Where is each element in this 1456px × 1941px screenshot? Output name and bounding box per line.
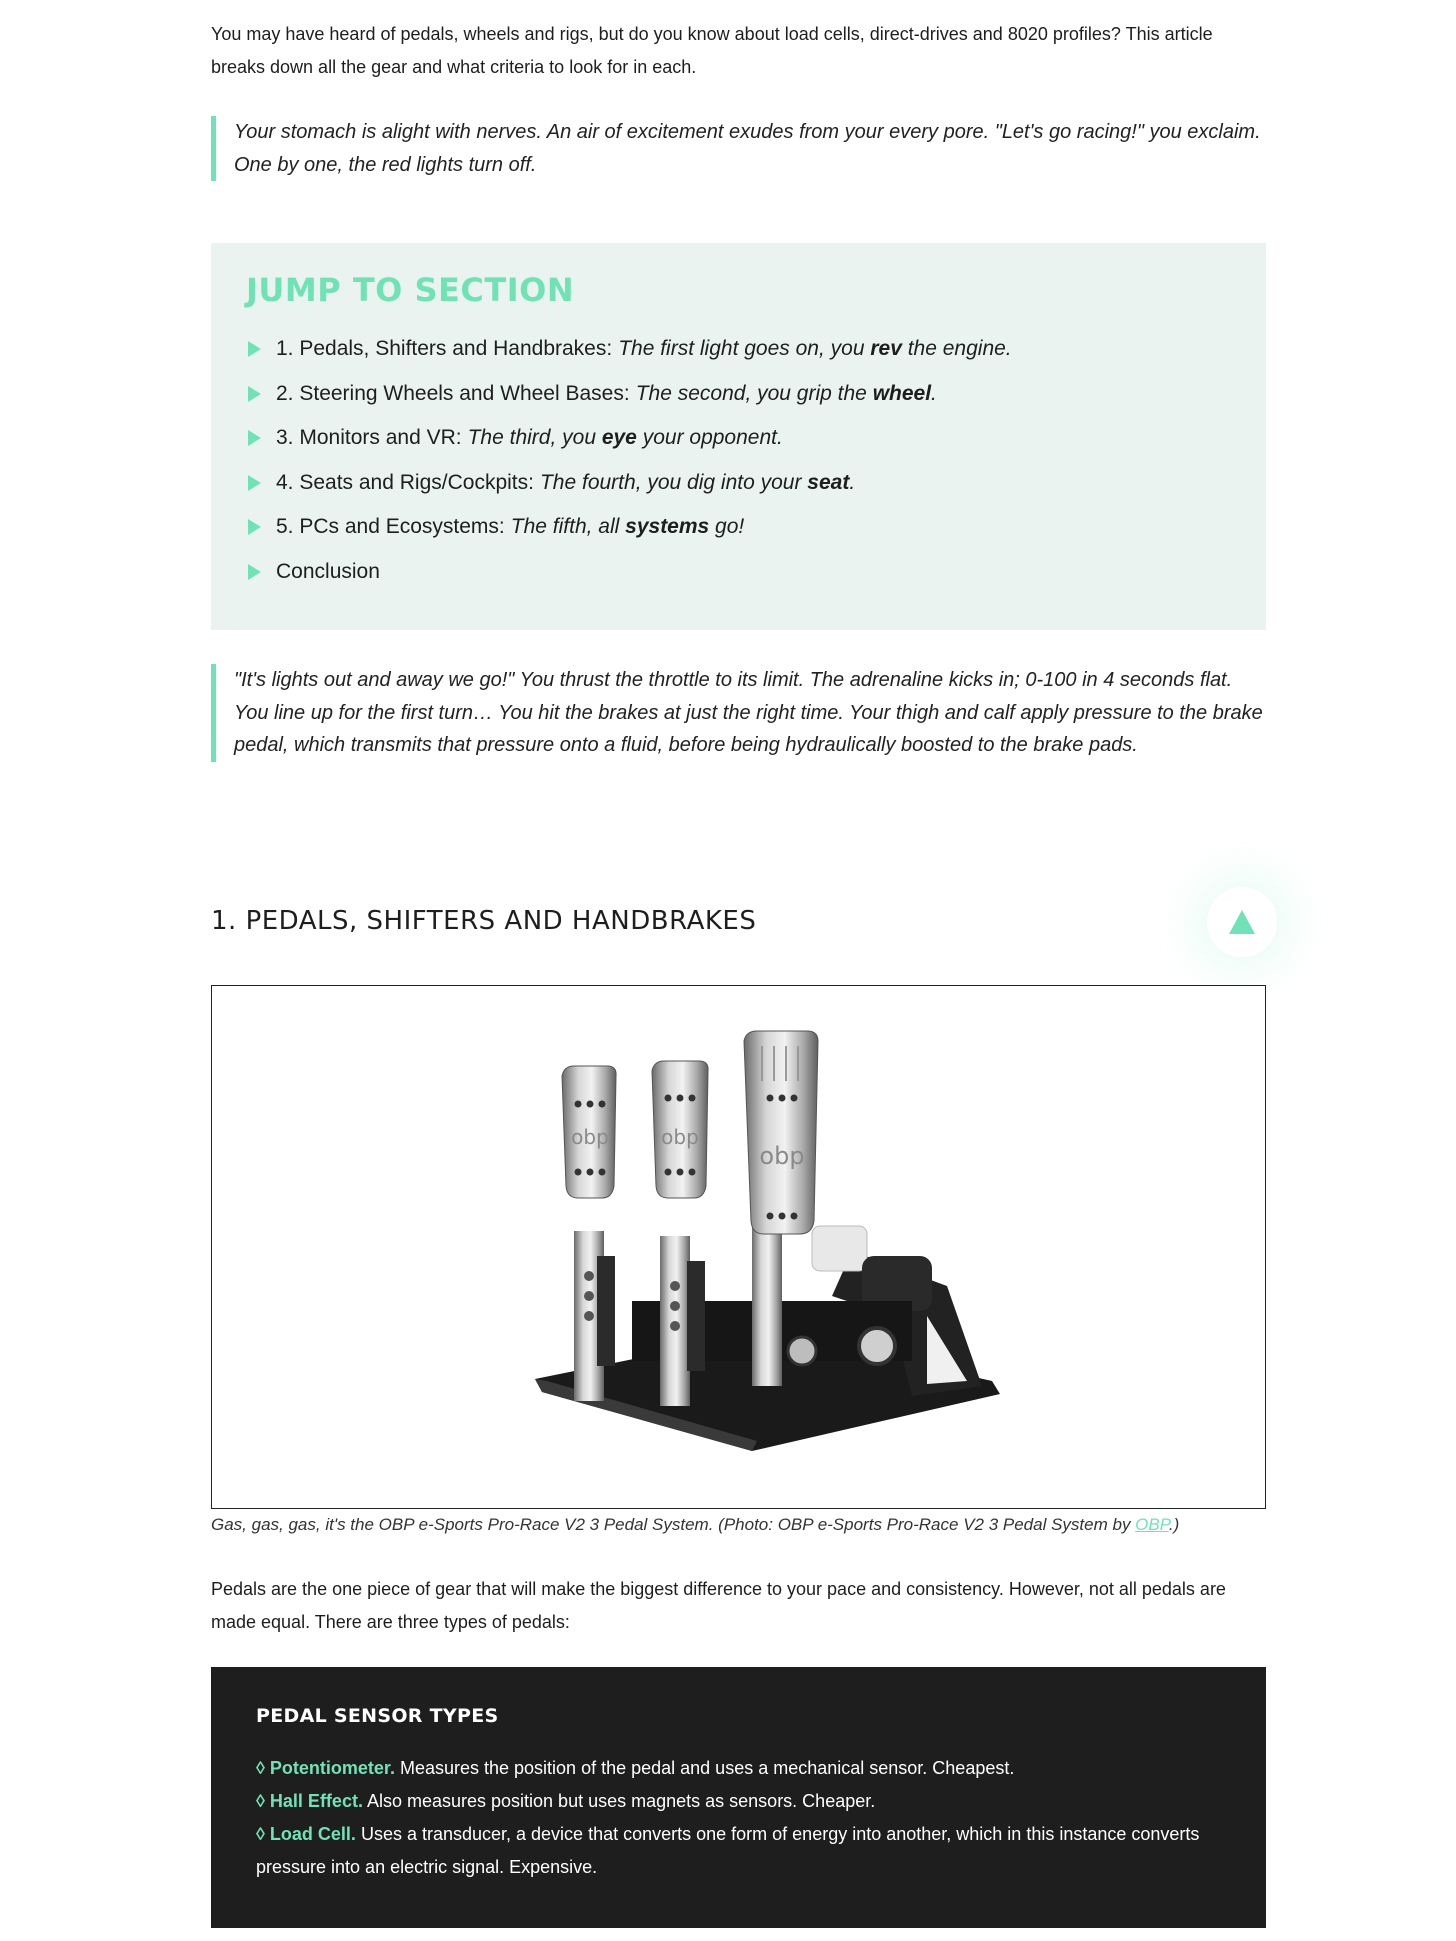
jump-link-seats[interactable] xyxy=(246,461,1231,506)
triangle-bullet-icon xyxy=(248,519,261,535)
jump-to-section-box xyxy=(211,243,1266,630)
up-arrow-icon xyxy=(1229,910,1255,934)
race-start-quote: "It's lights out and away we go!" You thrust the throttle to its limit. The adrenaline kicks in; 0-100 in 4 seconds flat. You line up for the first turn… You hit the brakes at just the right time. Your thigh and calf apply pressure to the brake pedal, which transmits that pressure onto a fluid, before being hydraulically boosted to the brake pads. xyxy=(211,664,1271,762)
sensor-box-title: PEDAL SENSOR TYPES xyxy=(256,1705,499,1727)
jump-link-label: 2. Steering Wheels and Wheel Bases: xyxy=(276,381,630,405)
obp-link[interactable]: OBP xyxy=(1135,1515,1169,1534)
jump-link-label: 5. PCs and Ecosystems: xyxy=(276,515,505,538)
sensor-item-hall-effect: ◊ Hall Effect. Also measures position but uses magnets as sensors. Cheaper. xyxy=(256,1791,876,1811)
triangle-bullet-icon xyxy=(248,564,261,580)
jump-link-tagline: The fifth, all systems go! xyxy=(510,515,745,538)
jump-link-conclusion[interactable] xyxy=(246,550,1231,595)
jump-link-label: 3. Monitors and VR: xyxy=(276,426,462,449)
pedal-set-image xyxy=(212,986,1264,1507)
jump-link-monitors[interactable] xyxy=(246,416,1231,461)
pedal-logo-text: obp xyxy=(571,1125,609,1149)
jump-link-steering-wheels[interactable] xyxy=(246,372,1231,417)
jump-link-tagline: The fourth, you dig into your seat. xyxy=(539,470,856,494)
jump-link-label: 1. Pedals, Shifters and Handbrakes: xyxy=(276,337,613,360)
pedal-image-frame xyxy=(211,985,1266,1509)
intro-quote: Your stomach is alight with nerves. An air of excitement exudes from your every pore. "Let's go racing!" you exclaim. One by one, the red lights turn off. xyxy=(211,116,1271,181)
jump-link-tagline: The third, you eye your opponent. xyxy=(467,426,783,449)
diamond-bullet-icon: ◊ xyxy=(256,1791,265,1811)
triangle-bullet-icon xyxy=(248,386,261,402)
jump-link-pcs[interactable] xyxy=(246,505,1231,550)
jump-link-label: 4. Seats and Rigs/Cockpits: xyxy=(276,470,534,494)
scroll-to-top-button[interactable] xyxy=(1207,887,1277,957)
jump-to-section-title: JUMP TO SECTION xyxy=(246,271,575,309)
diamond-bullet-icon: ◊ xyxy=(256,1824,265,1844)
jump-link-label: Conclusion xyxy=(276,559,380,583)
triangle-bullet-icon xyxy=(248,430,261,446)
image-caption: Gas, gas, gas, it's the OBP e-Sports Pro-Race V2 3 Pedal System. (Photo: OBP e-Sports Pro-Race V2 3 Pedal System by OBP.) xyxy=(211,1515,1180,1534)
section-heading-pedals: 1. PEDALS, SHIFTERS AND HANDBRAKES xyxy=(211,906,757,936)
intro-paragraph: You may have heard of pedals, wheels and rigs, but do you know about load cells, direct-drives and 8020 profiles? This article breaks down all the gear and what criteria to look for in each. xyxy=(211,24,1213,77)
pedal-logo-text: obp xyxy=(661,1125,699,1149)
pedals-intro-paragraph: Pedals are the one piece of gear that will make the biggest difference to your pace and consistency. However, not all pedals are made equal. There are three types of pedals: xyxy=(211,1579,1226,1632)
pedal-sensor-types-box xyxy=(211,1667,1266,1928)
jump-link-pedals[interactable] xyxy=(246,327,1231,372)
jump-list xyxy=(246,327,1231,594)
sensor-item-potentiometer: ◊ Potentiometer. Measures the position of the pedal and uses a mechanical sensor. Cheapest. xyxy=(256,1758,1015,1778)
pedal-logo-text: obp xyxy=(759,1142,805,1170)
jump-link-tagline: The second, you grip the wheel. xyxy=(635,381,937,405)
sensor-item-load-cell: ◊ Load Cell. Uses a transducer, a device that converts one form of energy into another, which in this instance converts pressure into an electric signal. Expensive. xyxy=(256,1824,1200,1877)
triangle-bullet-icon xyxy=(248,475,261,491)
diamond-bullet-icon: ◊ xyxy=(256,1758,265,1778)
triangle-bullet-icon xyxy=(248,341,261,357)
jump-link-tagline: The first light goes on, you rev the engine. xyxy=(618,337,1012,360)
